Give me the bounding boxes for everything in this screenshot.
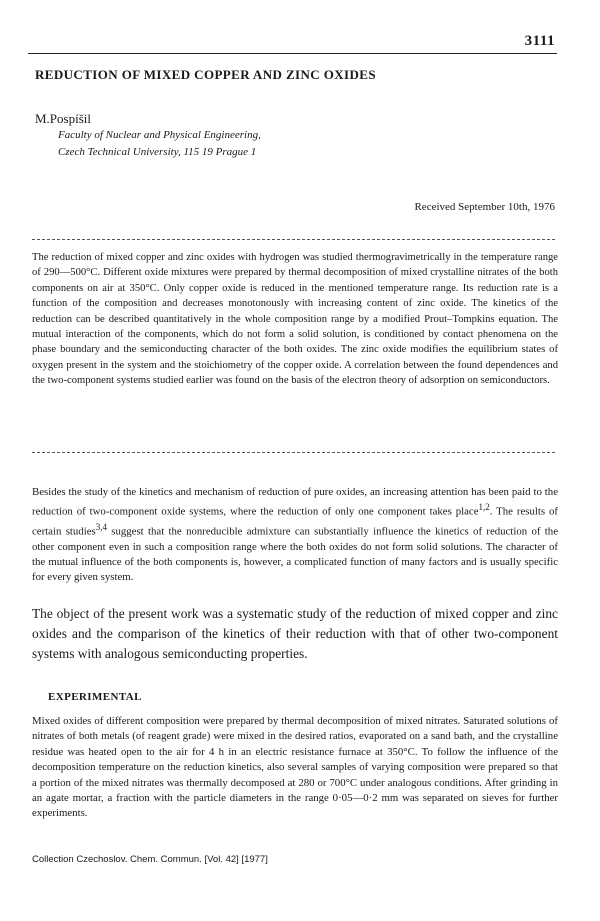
affiliation-line: Czech Technical University, 115 19 Prague 1 xyxy=(58,146,257,158)
abstract-bottom-rule xyxy=(32,452,555,453)
author-name: M.Pospíšil xyxy=(35,111,91,126)
section-heading: EXPERIMENTAL xyxy=(48,691,142,703)
abstract-top-rule xyxy=(32,239,555,240)
lead-paragraph: The object of the present work was a systematic study of the reduction of mixed copper and zinc oxides and the comparison of the kinetics of their reduction with that of other two-component systems with analogous semiconducting properties. xyxy=(32,606,558,661)
reference-marker: 3,4 xyxy=(95,522,107,532)
intro-text: . The results of certain studies xyxy=(32,505,558,538)
received-date: Received September 10th, 1976 xyxy=(414,201,555,213)
intro-text: suggest that the nonreducible admixture can substantially influence the kinetics of reduction of the other component even in such a composition range where the both oxides do not form solid solutions. The character of the mutual influence of the both components is, however, a complicated function of many factors and is usually specific for every given system. xyxy=(32,525,558,584)
footer-citation: Collection Czechoslov. Chem. Commun. [Vol. 42] [1977] xyxy=(32,854,268,865)
header-rule xyxy=(28,53,557,54)
page-number: 3111 xyxy=(524,33,555,49)
experimental-paragraph: Mixed oxides of different composition were prepared by thermal decomposition of mixed nitrates. Saturated solutions of nitrates of both metals (of reagent grade) were mixed in the desired ratios, evaporated on a sand bath, and the crystalline residue was heated open to the air for 4 h in an electric resistance furnace at 350°C. To follow the influence of the decomposition temperature on the reduction kinetics, also several samples of varying composition were prepared so that a portion of the mixed nitrates was thermally decomposed at 280 or 700°C under analogous conditions. After grinding in an agate mortar, a fraction with the particle diameters in the range 0·05—0·2 mm was separated on sieves for further experiments. xyxy=(32,715,558,820)
article-title: REDUCTION OF MIXED COPPER AND ZINC OXIDES xyxy=(35,67,376,82)
intro-text: Besides the study of the kinetics and mechanism of reduction of pure oxides, an increasing attention has been paid to the reduction of two-component oxide systems, where the reduction of only one component takes place xyxy=(32,486,558,518)
reference-marker: 1,2 xyxy=(478,502,490,513)
affiliation-line: Faculty of Nuclear and Physical Engineering, xyxy=(58,129,261,141)
abstract: The reduction of mixed copper and zinc oxides with hydrogen was studied thermogravimetrically in the temperature range of 290—500°C. Different oxide mixtures were prepared by thermal decomposition of mixed crystalline nitrates of the both components on air at 350°C. Only copper oxide is reduced in the mentioned temperature range. Its reduction rate is a function of the composition and decreases monotonously with increasing content of zinc oxide. The kinetics of the reduction can be described quantitatively in the whole composition range by a modified Prout–Tompkins equation. The mutual interaction of the components, which do not form a solid solution, is conditioned by contact phenomena on the phase boundary and the semiconducting character of the both oxides. The zinc oxide modifies the equilibrium states of oxygen present in the system and the stoichiometry of the copper oxide. A correlation between the found dependences and the two-component systems studied earlier was found on the basis of the electron theory of adsorption on semiconductors. xyxy=(32,252,558,387)
intro-paragraph xyxy=(32,485,558,585)
author-affiliation xyxy=(58,127,261,161)
